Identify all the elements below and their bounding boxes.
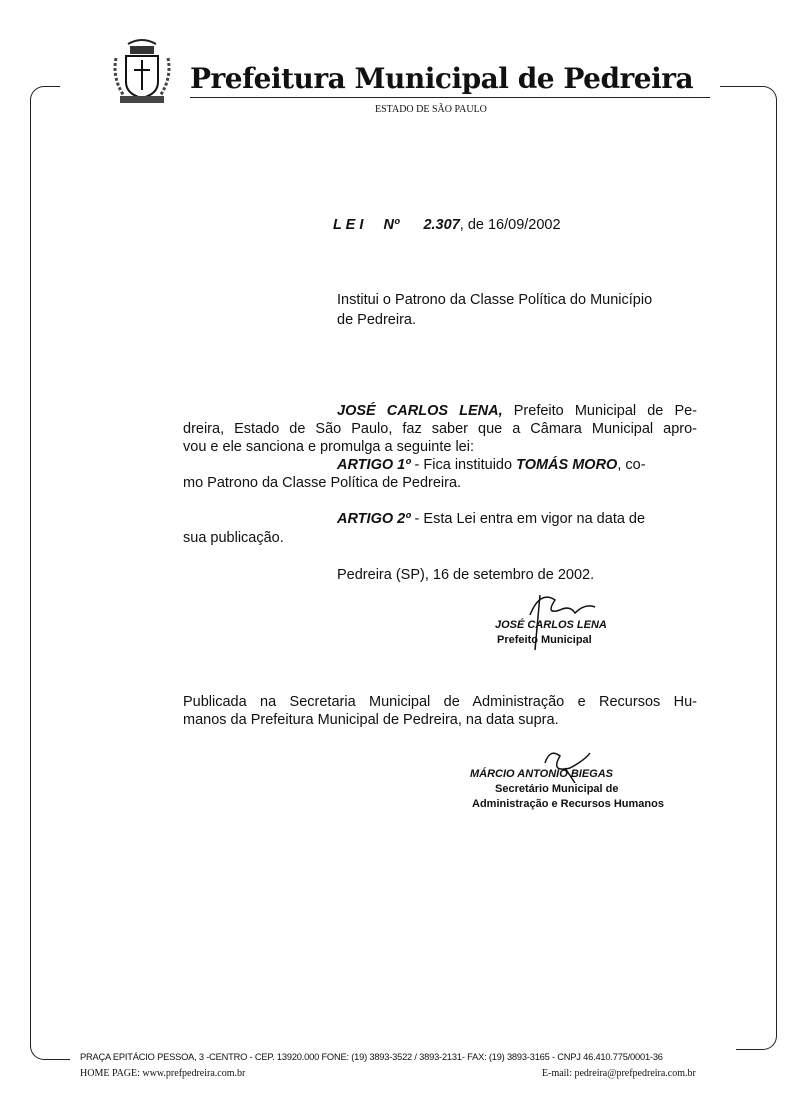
article2-line2: sua publicação.: [183, 530, 284, 546]
ementa-line: Institui o Patrono da Classe Política do Município: [337, 292, 653, 308]
mayor-signature-role: Prefeito Municipal: [497, 634, 592, 646]
article2-line1: ARTIGO 2º - Esta Lei entra em vigor na data de: [337, 511, 646, 527]
secretary-signature-name: MÁRCIO ANTONIO BIEGAS: [470, 768, 614, 780]
mayor-name: JOSÉ CARLOS LENA,: [337, 403, 503, 419]
publication-line2: manos da Prefeitura Municipal de Pedreira, na data supra.: [183, 712, 559, 728]
footer-homepage: HOME PAGE: www.prefpedreira.com.br: [80, 1068, 246, 1079]
law-number: 2.307: [423, 217, 460, 233]
place-date: Pedreira (SP), 16 de setembro de 2002.: [337, 567, 595, 583]
header-title: Prefeitura Municipal de Pedreira: [190, 62, 694, 95]
secretary-role-line1: Secretário Municipal de: [495, 783, 619, 795]
preamble-line2: dreira, Estado de São Paulo, faz saber que a Câmara Municipal apro-: [183, 421, 697, 437]
footer-address: PRAÇA EPITÁCIO PESSOA, 3 -CENTRO - CEP. 13920.000 FONE: (19) 3893-3522 / 3893-2131- FAX: (19) 3893-3165 - CNPJ 46.410.775/0001-36: [80, 1052, 663, 1062]
mayor-signature-name: JOSÉ CARLOS LENA: [495, 619, 607, 631]
page-frame-right: [736, 86, 777, 1050]
law-date: , de 16/09/2002: [459, 217, 561, 233]
publication-line1: Publicada na Secretaria Municipal de Administração e Recursos Hu-: [183, 694, 697, 710]
preamble-line1: JOSÉ CARLOS LENA, Prefeito Municipal de Pe-: [337, 403, 698, 419]
header-subtitle: ESTADO DE SÃO PAULO: [375, 104, 487, 115]
coat-of-arms-logo: [110, 38, 174, 110]
article1-line1: ARTIGO 1º - Fica instituido TOMÁS MORO, co-: [337, 457, 646, 473]
law-heading: [333, 217, 561, 234]
law-no: Nº: [383, 217, 400, 233]
footer-email: E-mail: pedreira@prefpedreira.com.br: [542, 1068, 696, 1079]
ementa-line: de Pedreira.: [337, 312, 416, 328]
secretary-role-line2: Administração e Recursos Humanos: [472, 798, 664, 810]
page-frame-left: [30, 86, 71, 1060]
article1-line2: mo Patrono da Classe Política de Pedreira.: [183, 475, 462, 491]
header-rule: [190, 97, 710, 98]
law-lei: L E I: [333, 217, 364, 233]
preamble-line3: vou e ele sanciona e promulga a seguinte lei:: [183, 439, 474, 455]
